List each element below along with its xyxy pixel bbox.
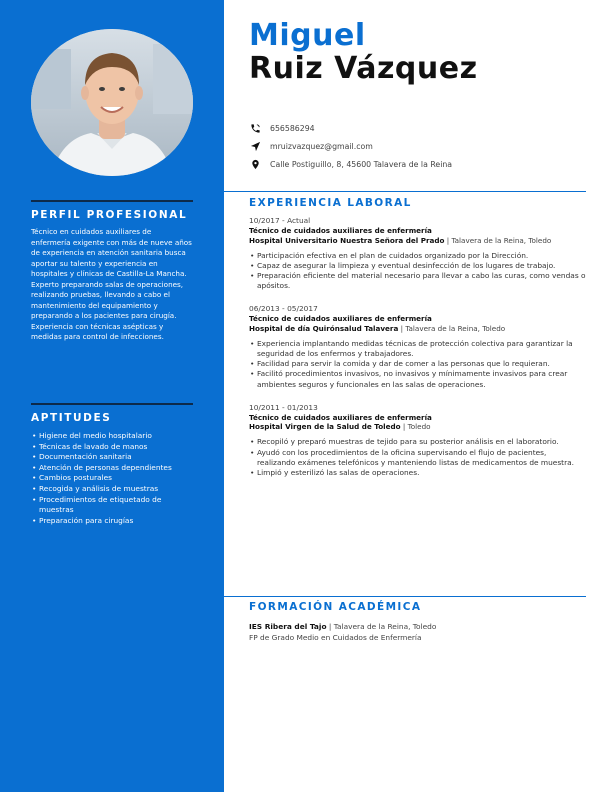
education-location: | Talavera de la Reina, Toledo xyxy=(326,622,437,631)
phone-icon xyxy=(249,122,261,134)
profile-photo xyxy=(31,29,193,176)
profile-title: PERFIL PROFESIONAL xyxy=(31,209,188,221)
experience-section xyxy=(249,197,586,478)
list-item: • Experiencia implantando medidas técnicas de protección colectiva para garantizar la seguridad de los enfermos y trabajadores. xyxy=(249,339,586,359)
list-item: • Procedimientos de etiquetado de muestras xyxy=(31,495,193,516)
list-item: • Participación efectiva en el plan de cuidados organizado por la Dirección. xyxy=(249,251,586,261)
job-role: Técnico de cuidados auxiliares de enfermería xyxy=(249,314,432,324)
skills-title: APTITUDES xyxy=(31,412,112,424)
list-item: • Recogida y análisis de muestras xyxy=(31,484,193,495)
job-place xyxy=(249,324,586,334)
profile-section xyxy=(31,200,193,343)
list-item: • Facilitó procedimientos invasivos, no invasivos y mínimamente invasivos para crear ambientes seguros y funcionales en las salas de operaciones. xyxy=(249,369,586,389)
list-item: • Cambios posturales xyxy=(31,473,193,484)
list-item: • Documentación sanitaria xyxy=(31,452,193,463)
last-name: Ruiz Vázquez xyxy=(249,51,478,86)
divider xyxy=(31,200,193,202)
contact-address xyxy=(249,155,452,173)
job-dates: 10/2011 - 01/2013 xyxy=(249,402,318,412)
education-degree: FP de Grado Medio en Cuidados de Enfermería xyxy=(249,632,422,642)
skills-section xyxy=(31,403,193,526)
profile-text: Técnico en cuidados auxiliares de enfermería exigente con más de nueve años de experiencia en atención sanitaria busca aportar su talento y experiencia en hospitales y clínicas de Castilla-La Mancha. Experto preparando salas de operaciones, realizando pruebas, llevando a cabo el mantenimiento del equipamiento y preparando a los pacientes para cirugía. Experiencia con técnicas asépticas y medidas para control de infecciones. xyxy=(31,227,192,341)
list-item: • Técnicas de lavado de manos xyxy=(31,442,193,453)
contact-block xyxy=(249,119,452,173)
email-address[interactable]: mruizvazquez@gmail.com xyxy=(270,141,373,151)
education-institution: IES Ribera del Tajo xyxy=(249,622,327,631)
location-pin-icon xyxy=(249,158,261,170)
education-title: FORMACIÓN ACADÉMICA xyxy=(249,601,422,613)
job-entry xyxy=(249,216,586,291)
job-dates: 06/2013 - 05/2017 xyxy=(249,304,318,314)
first-name: Miguel xyxy=(249,18,366,53)
job-bullets xyxy=(249,339,586,390)
portrait-image xyxy=(31,29,193,176)
list-item: • Ayudó con los procedimientos de la oficina supervisando el flujo de pacientes, realizando exámenes telefónicos y manteniendo listas de medicamentos de muestra. xyxy=(249,448,586,468)
sidebar xyxy=(0,0,224,792)
job-bullets xyxy=(249,251,586,292)
job-employer: Hospital Virgen de la Salud de Toledo xyxy=(249,422,401,432)
job-bullets xyxy=(249,437,586,478)
list-item: • Preparación eficiente del material necesario para llevar a cabo las curas, como vendas o apósitos. xyxy=(249,271,586,291)
divider xyxy=(224,191,586,192)
job-employer: Hospital de día Quirónsalud Talavera xyxy=(249,323,399,333)
list-item: • Recopiló y preparó muestras de tejido para su posterior análisis en el laboratorio. xyxy=(249,437,586,447)
job-location: | Talavera de la Reina, Toledo xyxy=(444,235,552,245)
list-item: • Atención de personas dependientes xyxy=(31,463,193,474)
postal-address: Calle Postiguillo, 8, 45600 Talavera de la Reina xyxy=(270,159,453,169)
divider xyxy=(224,596,586,597)
job-location: | Toledo xyxy=(400,422,431,432)
job-role: Técnico de cuidados auxiliares de enfermería xyxy=(249,226,432,235)
list-item: • Preparación para cirugías xyxy=(31,516,193,527)
job-entry xyxy=(249,304,586,390)
list-item: • Facilidad para servir la comida y dar de comer a las personas que lo requieran. xyxy=(249,359,586,369)
contact-email xyxy=(249,137,452,155)
job-role: Técnico de cuidados auxiliares de enfermería xyxy=(249,412,432,422)
job-place xyxy=(249,422,586,432)
education-section xyxy=(249,601,586,643)
job-dates: 10/2017 - Actual xyxy=(249,216,311,225)
list-item: • Capaz de asegurar la limpieza y eventual desinfección de los lugares de trabajo. xyxy=(249,261,586,271)
divider xyxy=(31,403,193,405)
education-place xyxy=(249,622,586,633)
job-entry xyxy=(249,403,586,478)
send-icon xyxy=(249,140,261,152)
list-item: • Limpió y esterilizó las salas de operaciones. xyxy=(249,468,586,478)
job-employer: Hospital Universitario Nuestra Señora del Prado xyxy=(249,235,445,245)
list-item: • Higiene del medio hospitalario xyxy=(31,431,193,442)
phone-number: 656586294 xyxy=(270,123,315,133)
experience-title: EXPERIENCIA LABORAL xyxy=(249,197,412,209)
job-place xyxy=(249,236,586,246)
job-location: | Talavera de la Reina, Toledo xyxy=(398,323,506,333)
contact-phone xyxy=(249,119,452,137)
skills-list xyxy=(31,431,193,526)
